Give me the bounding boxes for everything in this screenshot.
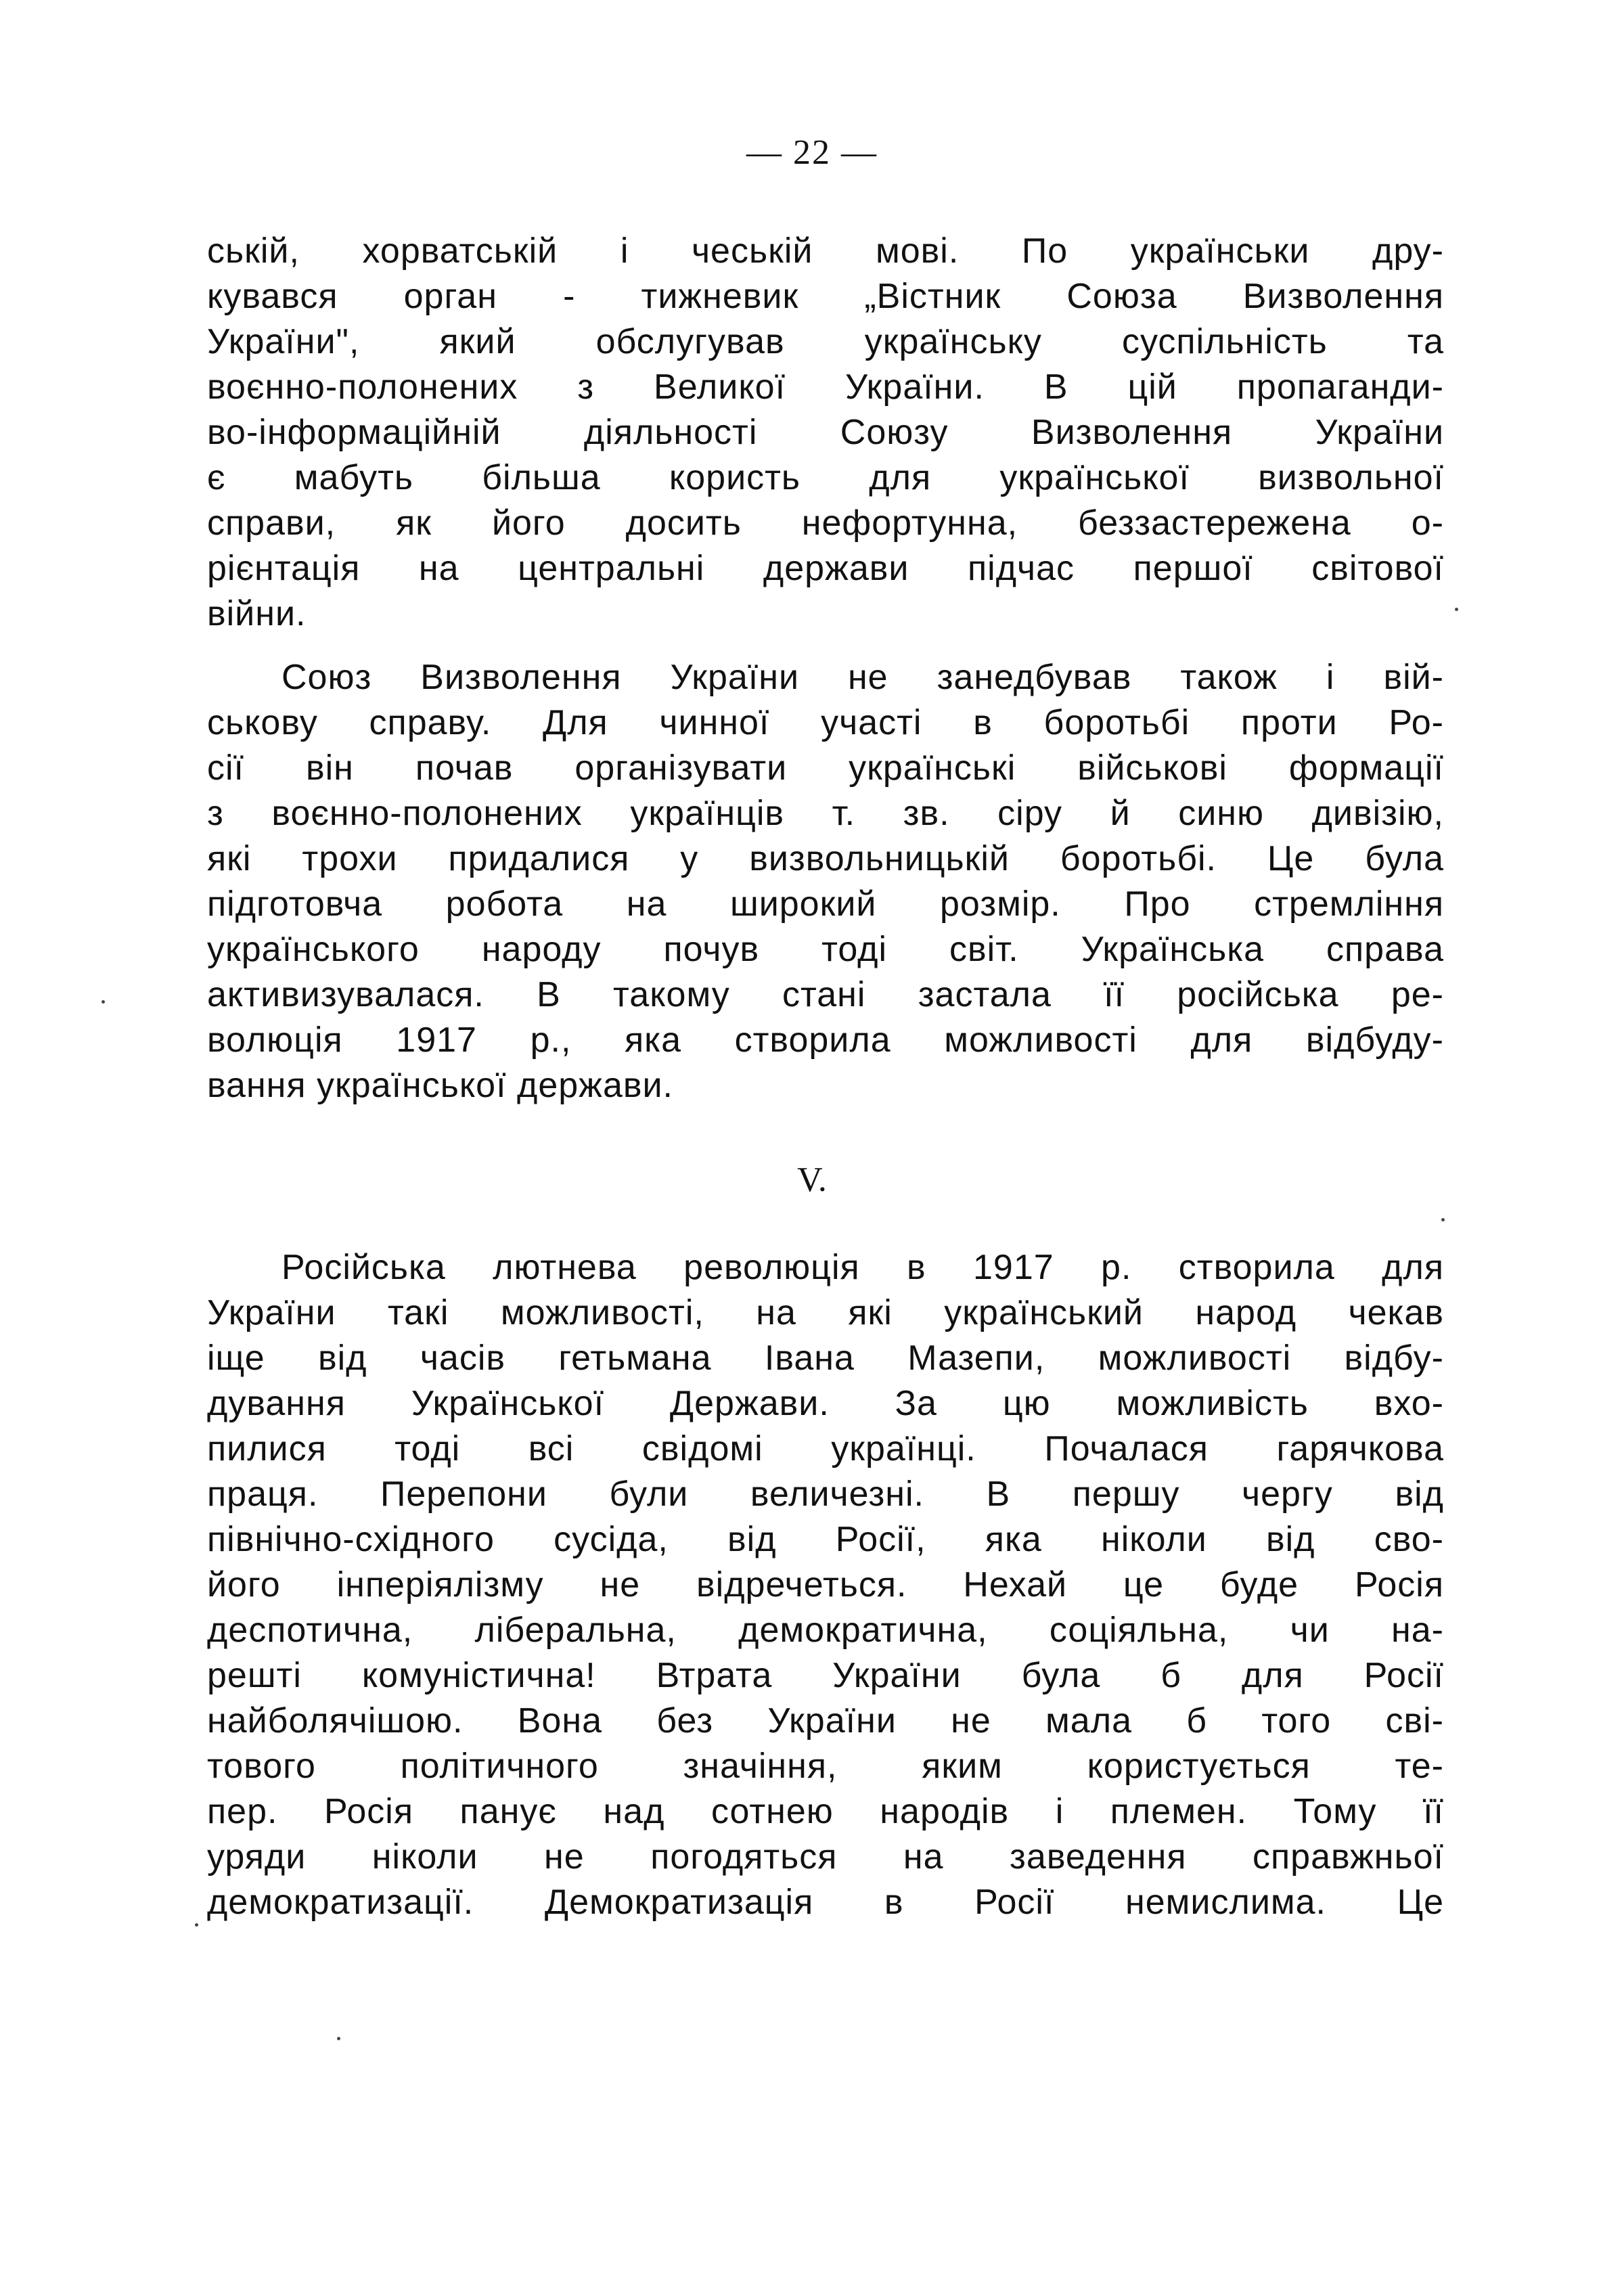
text-line: сії він почав організувати українські військові формації bbox=[207, 748, 1444, 788]
text-line: ській, хорватській і чеській мові. По українськи дру- bbox=[207, 231, 1444, 271]
text-line: північно-східного сусіда, від Росії, яка ніколи від сво- bbox=[207, 1520, 1444, 1559]
text-line: кувався орган - тижневик „Вістник Союза Визволення bbox=[207, 277, 1444, 316]
text-line: українського народу почув тоді світ. Українська справа bbox=[207, 930, 1444, 969]
text-line: України такі можливості, на які український народ чекав bbox=[207, 1293, 1444, 1332]
text-line: є мабуть більша користь для української визвольної bbox=[207, 458, 1444, 497]
scan-speck bbox=[1455, 608, 1458, 611]
text-line: з воєнно-полонених українців т. зв. сіру й синю дивізію, bbox=[207, 794, 1444, 833]
text-line: його інперіялізму не відречеться. Нехай це буде Росія bbox=[207, 1565, 1444, 1604]
text-line: найболячішою. Вона без України не мала б того сві- bbox=[207, 1701, 1444, 1740]
text-line: праця. Перепони були величезні. В першу чергу від bbox=[207, 1475, 1444, 1514]
scan-speck bbox=[337, 2037, 340, 2040]
text-line: деспотична, ліберальна, демократична, соціяльна, чи на- bbox=[207, 1611, 1444, 1650]
text-line: вання української держави. bbox=[207, 1066, 673, 1105]
text-line: активизувалася. В такому стані застала її російська ре- bbox=[207, 975, 1444, 1014]
text-line: які трохи придалися у визвольницькій боротьбі. Це була bbox=[207, 839, 1444, 878]
text-line: підготовча робота на широкий розмір. Про стремління bbox=[207, 884, 1444, 924]
paragraph-3 bbox=[207, 1245, 1444, 1925]
text-line: дування Української Держави. За цю можливість вхо- bbox=[207, 1384, 1444, 1423]
text-line: волюція 1917 р., яка створила можливості для відбуду- bbox=[207, 1020, 1444, 1060]
text-line: України", який обслугував українську суспільність та bbox=[207, 322, 1444, 361]
text-line: тового політичного значіння, яким користується те- bbox=[207, 1747, 1444, 1786]
text-line: ськову справу. Для чинної участі в боротьбі проти Ро- bbox=[207, 703, 1444, 742]
scan-speck bbox=[1441, 1218, 1445, 1221]
text-line: во-інформаційній діяльності Союзу Визволення України bbox=[207, 413, 1444, 452]
text-line: демократизації. Демократизація в Росії немислима. Це bbox=[207, 1883, 1444, 1922]
text-line: війни. bbox=[207, 594, 307, 633]
text-line: воєнно-полонених з Великої України. В цій пропаганди- bbox=[207, 367, 1444, 407]
paragraph-2 bbox=[207, 655, 1444, 1108]
paragraph-1 bbox=[207, 229, 1444, 637]
text-line: уряди ніколи не погодяться на заведення справжньої bbox=[207, 1837, 1444, 1877]
text-line: пилися тоді всі свідомі українці. Почалася гарячкова bbox=[207, 1429, 1444, 1468]
text-line: Російська лютнева революція в 1917 р. створила для bbox=[281, 1248, 1444, 1287]
text-line: решті комуністична! Втрата України була б для Росії bbox=[207, 1656, 1444, 1695]
text-line: справи, як його досить нефортунна, беззастережена о- bbox=[207, 503, 1444, 543]
scan-speck bbox=[195, 1923, 198, 1927]
text-line: пер. Росія панує над сотнею народів і племен. Тому її bbox=[207, 1792, 1444, 1831]
text-line: рієнтація на центральні держави підчас першої світової bbox=[207, 549, 1444, 588]
scan-speck bbox=[102, 1000, 105, 1004]
section-heading: V. bbox=[797, 1161, 827, 1199]
page-number: — 22 — bbox=[746, 133, 878, 172]
text-line: Союз Визволення України не занедбував також і вій- bbox=[281, 658, 1444, 697]
text-line: іще від часів гетьмана Івана Мазепи, можливості відбу- bbox=[207, 1339, 1444, 1378]
